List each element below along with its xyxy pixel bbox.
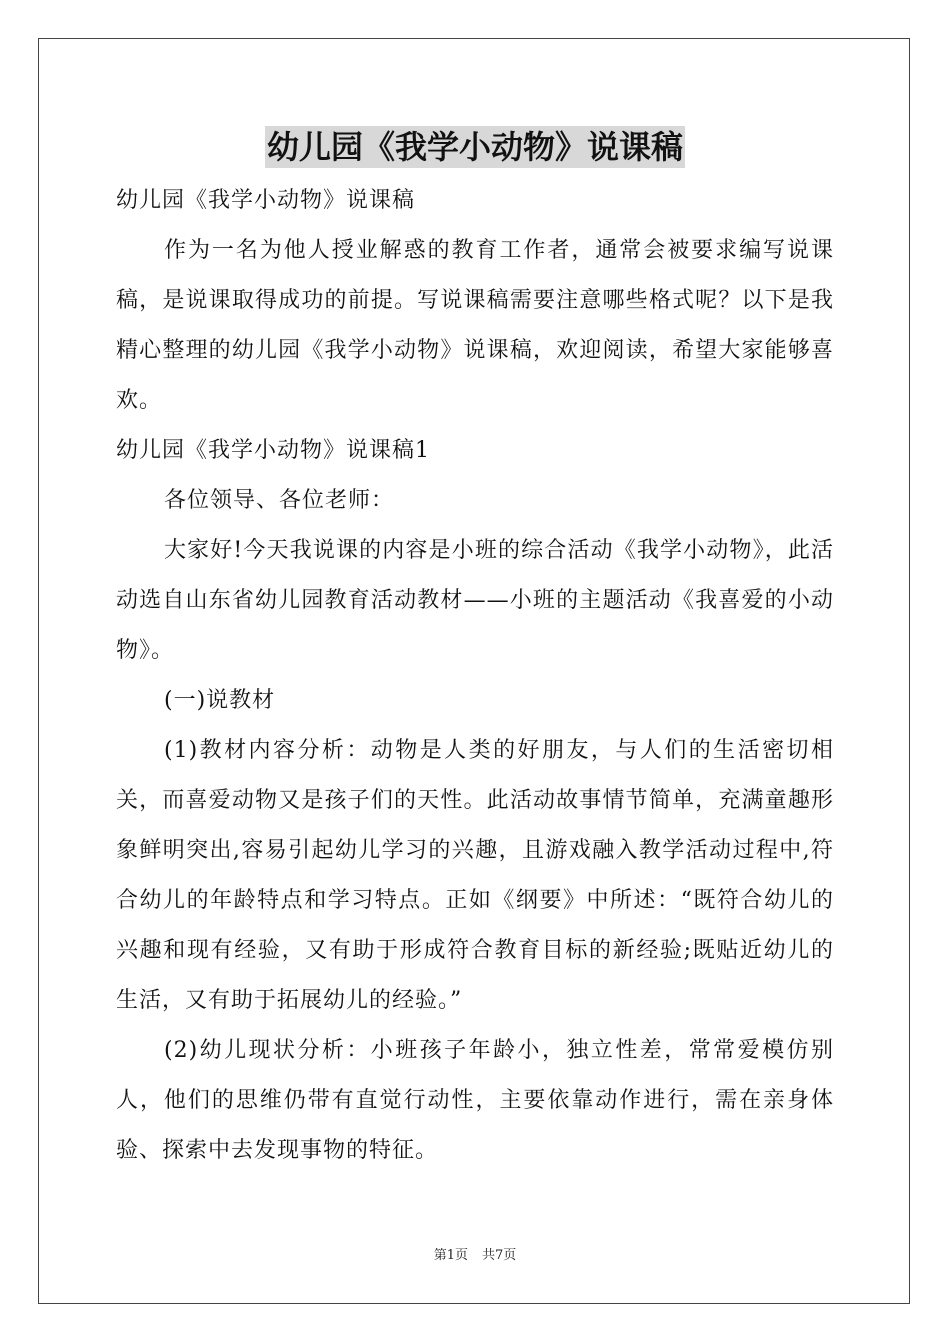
page-number: 第1页 (433, 1248, 468, 1263)
paragraph-opening: 大家好!今天我说课的内容是小班的综合活动《我学小动物》，此活动选自山东省幼儿园教育活动教材——小班的主题活动《我喜爱的小动物》。 (116, 538, 834, 663)
paragraph-section-heading: 幼儿园《我学小动物》说课稿1 (116, 438, 430, 463)
document-title: 幼儿园《我学小动物》说课稿 (266, 128, 683, 166)
paragraph-content-analysis: (1)教材内容分析：动物是人类的好朋友，与人们的生活密切相关，而喜爱动物又是孩子们的天性。此活动故事情节简单，充满童趣形象鲜明突出,容易引起幼儿学习的兴趣，且游戏融入教学活动过程中,符合幼儿的年龄特点和学习特点。正如《纲要》中所述：“既符合幼儿的兴趣和现有经验，又有助于形成符合教育目标的新经验;既贴近幼儿的生活，又有助于拓展幼儿的经验。” (116, 738, 834, 1013)
paragraph-intro: 作为一名为他人授业解惑的教育工作者，通常会被要求编写说课稿，是说课取得成功的前提。写说课稿需要注意哪些格式呢？以下是我精心整理的幼儿园《我学小动物》说课稿，欢迎阅读，希望大家能够喜欢。 (116, 238, 834, 413)
document-body (116, 176, 834, 1176)
page-total: 共7页 (482, 1248, 517, 1263)
paragraph-subtitle: 幼儿园《我学小动物》说课稿 (116, 188, 416, 213)
paragraph-textbook-heading: (一)说教材 (164, 688, 276, 713)
title-container (0, 126, 950, 168)
paragraph-greeting: 各位领导、各位老师： (164, 488, 395, 513)
page-footer (0, 1246, 950, 1266)
paragraph-children-analysis: (2)幼儿现状分析：小班孩子年龄小，独立性差，常常爱模仿别人，他们的思维仍带有直觉行动性，主要依靠动作进行，需在亲身体验、探索中去发现事物的特征。 (116, 1038, 834, 1163)
